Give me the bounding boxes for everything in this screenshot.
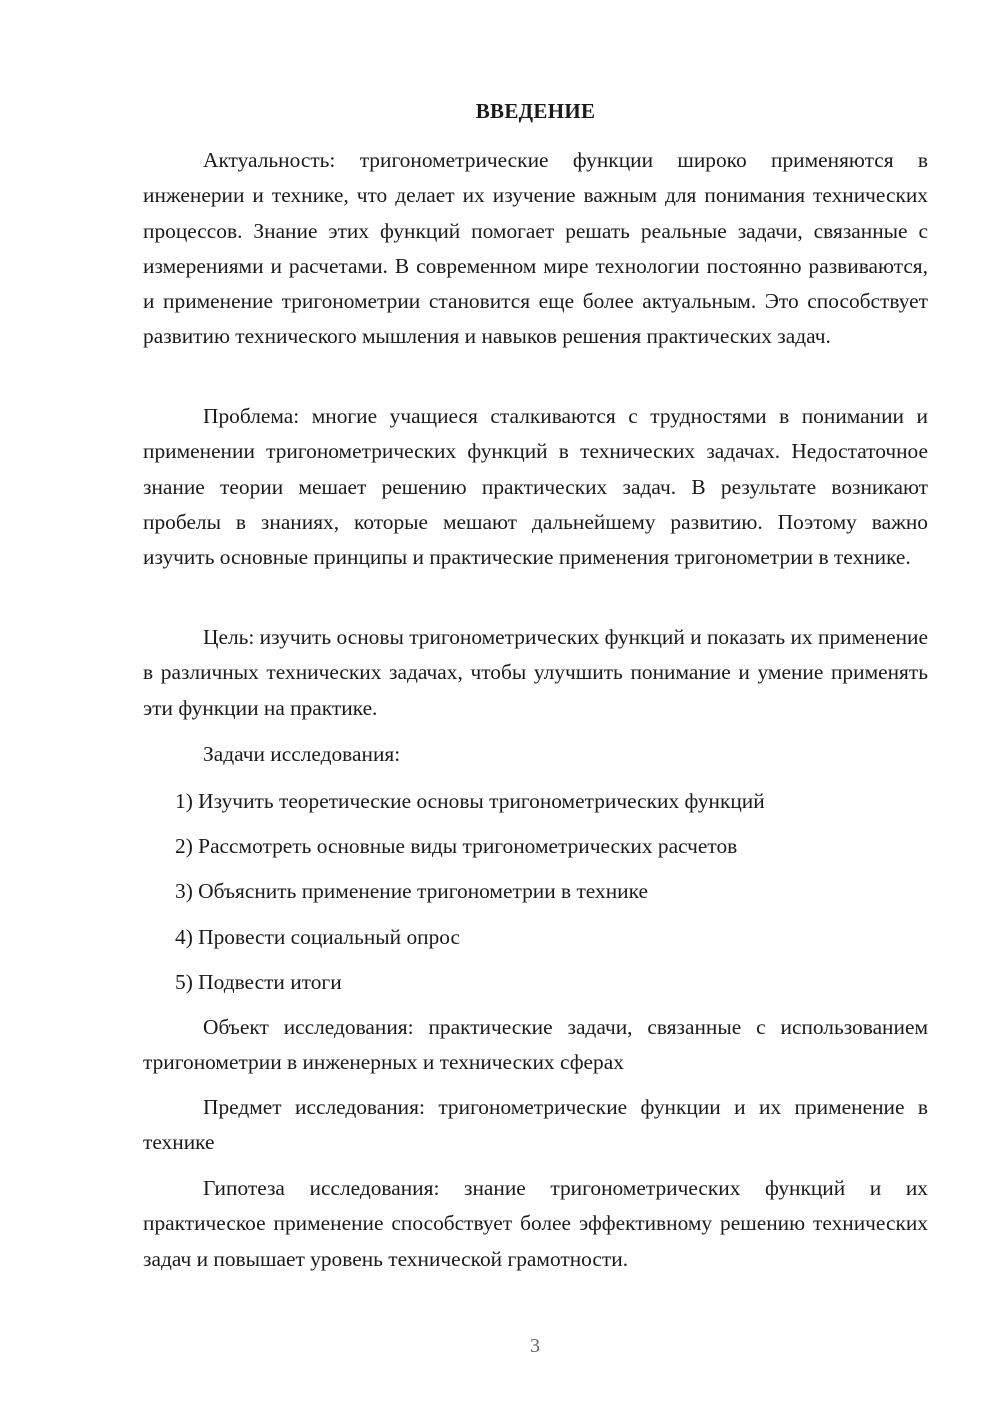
list-item-task-5: 5) Подвести итоги [175,970,342,994]
list-item-task-3: 3) Объяснить применение тригонометрии в технике [175,879,648,903]
paragraph-relevance: Актуальность: тригонометрические функции широко применяются в инженерии и технике, что делает их изучение важным для понимания технических процессов. Знание этих функций помогает решать реальные задачи, связанные с измерениями и расчетами. В современном мире технологии постоянно развиваются, и применение тригонометрии становится еще более актуальным. Это способствует развитию технического мышления и навыков решения практических задач. [143,148,928,349]
page-title: ВВЕДЕНИЕ [475,99,596,123]
list-item-task-2: 2) Рассмотреть основные виды тригонометрических расчетов [175,834,738,858]
paragraph-object: Объект исследования: практические задачи, связанные с использованием тригонометрии в инженерных и технических сферах [143,1015,928,1075]
paragraph-subject: Предмет исследования: тригонометрические функции и их применение в технике [143,1095,928,1155]
paragraph-goal: Цель: изучить основы тригонометрических функций и показать их применение в различных технических задачах, чтобы улучшить понимание и умение применять эти функции на практике. [143,625,928,720]
list-item-task-4: 4) Провести социальный опрос [175,925,461,949]
page-number: 3 [530,1335,540,1357]
paragraph-hypothesis: Гипотеза исследования: знание тригонометрических функций и их практическое применение способствует более эффективному решению технических задач и повышает уровень технической грамотности. [143,1176,928,1271]
list-item-task-1: 1) Изучить теоретические основы тригонометрических функций [175,789,765,813]
tasks-title: Задачи исследования: [203,742,401,766]
paragraph-problem: Проблема: многие учащиеся сталкиваются с трудностями в понимании и применении тригонометрических функций в технических задачах. Недостаточное знание теории мешает решению практических задач. В результате возникают пробелы в знаниях, которые мешают дальнейшему развитию. Поэтому важно изучить основные принципы и практические применения тригонометрии в технике. [143,404,928,570]
